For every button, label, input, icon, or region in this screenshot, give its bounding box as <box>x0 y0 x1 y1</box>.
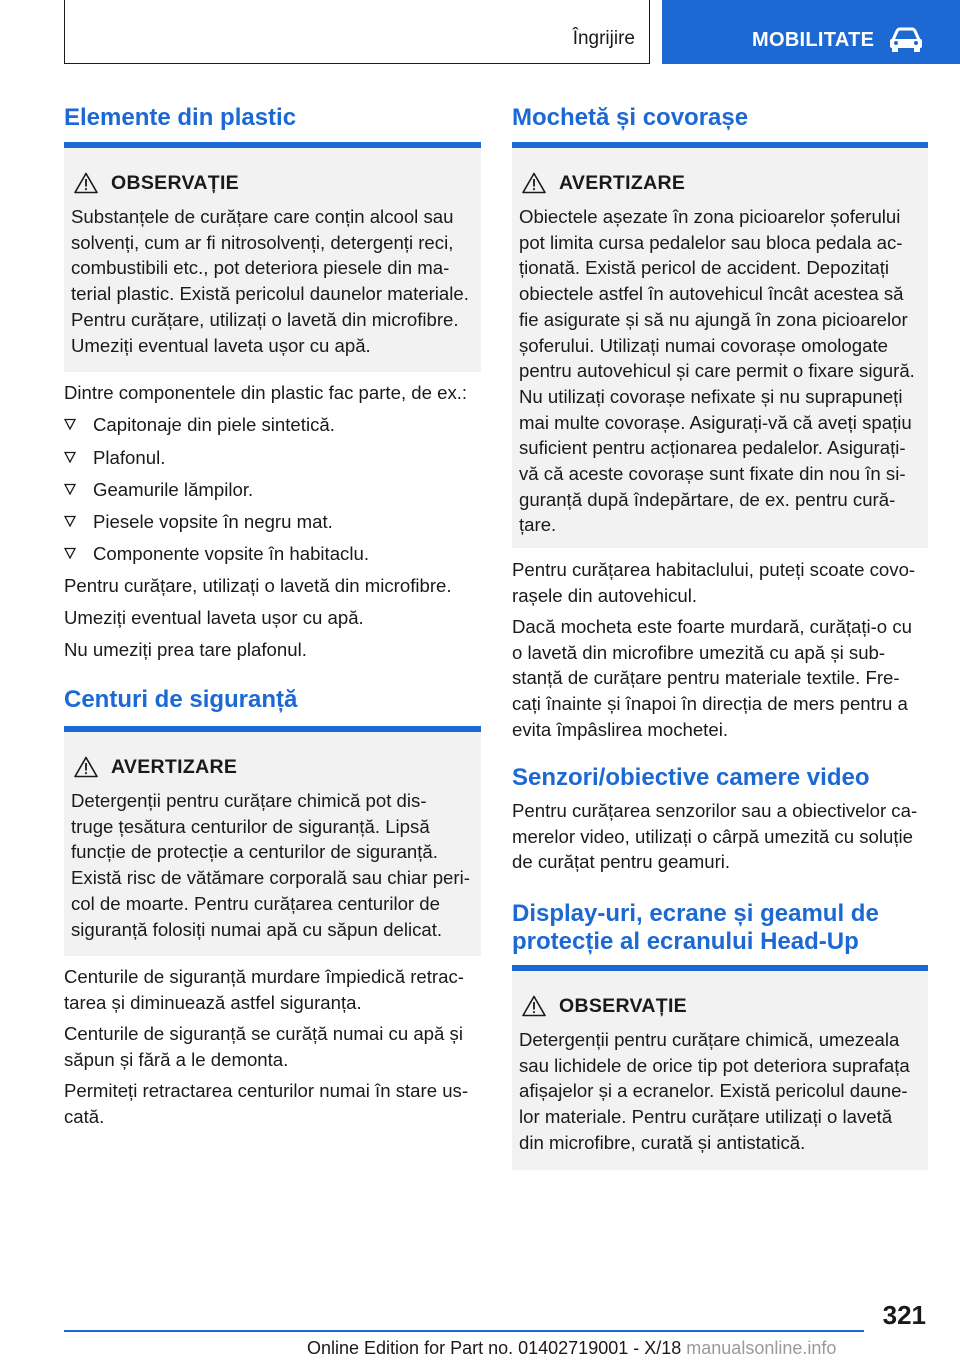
footer-edition <box>307 1338 836 1359</box>
paragraph-sensors: Pentru curățarea senzorilor sau a obiectivelor ca- merelor video, utilizați o cârpă umezită cu soluție de curățat pentru geamuri. <box>512 800 918 873</box>
paragraph-belts-3: Permiteți retractarea centurilor numai în stare us- cată. <box>64 1080 469 1127</box>
paragraph-carpet-1: Pentru curățarea habitaclului, puteți scoate covo- rașele din autovehicul. <box>512 559 916 606</box>
warning-triangle-icon <box>522 995 546 1017</box>
warning-text: Detergenții pentru curățare chimică pot dis- truge țesătura centurilor de siguranță. Lipsă funcție de protecție a centurilor de siguranță. Există risc de vătămare corporală sau chiar peri- col de moarte. Pentru curățarea centurilor de siguranță folosiți numai apă cu săpun delicat. <box>71 790 470 940</box>
heading-seat-belts: Centuri de siguranță <box>64 686 298 713</box>
warning-triangle-icon <box>74 172 98 194</box>
warning-box-carpet <box>512 148 928 548</box>
footer-edition-text: Online Edition for Part no. 01402719001 - X/18 <box>307 1338 682 1358</box>
note-title: OBSERVAȚIE <box>111 172 239 194</box>
header-section-tab <box>64 0 650 64</box>
heading-carpet-mats: Mochetă și covorașe <box>512 104 749 131</box>
paragraph-belts-2: Centurile de siguranță se curăță numai cu apă și săpun și fără a le demonta. <box>64 1023 463 1070</box>
list-bullet-icon <box>64 515 76 527</box>
heading-plastic-elements: Elemente din plastic <box>64 104 297 131</box>
warning-triangle-icon <box>74 756 98 778</box>
note-title: OBSERVAȚIE <box>559 995 687 1017</box>
header-chapter-title: MOBILITATE <box>752 29 875 51</box>
paragraph-components: Dintre componentele din plastic fac parte, de ex.: <box>64 382 468 403</box>
car-icon <box>888 26 924 54</box>
paragraph-clean-1: Pentru curățare, utilizați o lavetă din microfibre. <box>64 575 452 596</box>
note-text: Detergenții pentru curățare chimică, umezeala sau lichidele de orice tip pot deteriora suprafața afișajelor și a ecranelor. Există pericolul daune- lor materiale. Pentru curățare utilizați o lavetă din microfibre, curată și antistatică. <box>519 1029 910 1153</box>
warning-triangle-icon <box>522 172 546 194</box>
header-chapter-tab <box>662 0 960 64</box>
note-box-plastic <box>64 148 481 372</box>
paragraph-carpet-2: Dacă mocheta este foarte murdară, curățați-o cu o lavetă din microfibre umezită cu apă și sub- stanță de curățare pentru materiale textile. Fre- cați înainte și înapoi în direcția de mers pentru a evita împâslirea mochetei. <box>512 616 912 740</box>
heading-displays: Display-uri, ecrane și geamul de protecție al ecranului Head-Up <box>512 900 879 955</box>
list-bullet-icon <box>64 451 76 463</box>
note-box-displays <box>512 971 928 1170</box>
warning-title: AVERTIZARE <box>559 172 686 194</box>
warning-text: Obiectele așezate în zona picioarelor șoferului pot limita cursa pedalelor sau bloca pedala ac- ționată. Există pericol de accident. Depozitați obiectele astfel în autovehicul încât acestea să fie asigurate și să nu ajungă în zona picioarelor șoferului. Utilizați numai covorașe omologate pentru autovehicul și care permit o fixare sigură. Nu utilizați covorașe nefixate și nu suprapuneți mai multe covorașe. Asigurați-vă că aveți spațiu suficient pentru acționarea pedalelor. Asigurați- vă că aceste covorașe sunt fixate din nou în si- guranță după îndepărtare, de ex. pentru cură- țare. <box>519 206 915 536</box>
heading-sensors: Senzori/obiective camere video <box>512 764 870 791</box>
paragraph-clean-3: Nu umeziți prea tare plafonul. <box>64 639 307 660</box>
warning-title: AVERTIZARE <box>111 756 238 778</box>
header-section-title: Îngrijire <box>572 28 635 49</box>
list-bullet-icon <box>64 418 76 430</box>
warning-box-belts <box>64 732 481 956</box>
paragraph-clean-2: Umeziți eventual laveta ușor cu apă. <box>64 607 364 628</box>
list-bullet-icon <box>64 483 76 495</box>
paragraph-belts-1: Centurile de siguranță murdare împiedică retrac- tarea și diminuează astfel siguranța. <box>64 966 464 1013</box>
footer-watermark: manualsonline.info <box>686 1338 837 1358</box>
list-bullet-icon <box>64 547 76 559</box>
page-number: 321 <box>882 1300 926 1330</box>
footer-rule <box>64 1330 864 1332</box>
note-text: Substanțele de curățare care conțin alcool sau solvenți, cum ar fi nitrosolvenți, detergenți reci, combustibili etc., pot deteriora piesele din ma- terial plastic. Există pericolul daunelor materiale. Pentru curățare, utilizați o lavetă din microfibre. Umeziți eventual laveta ușor cu apă. <box>71 206 469 356</box>
